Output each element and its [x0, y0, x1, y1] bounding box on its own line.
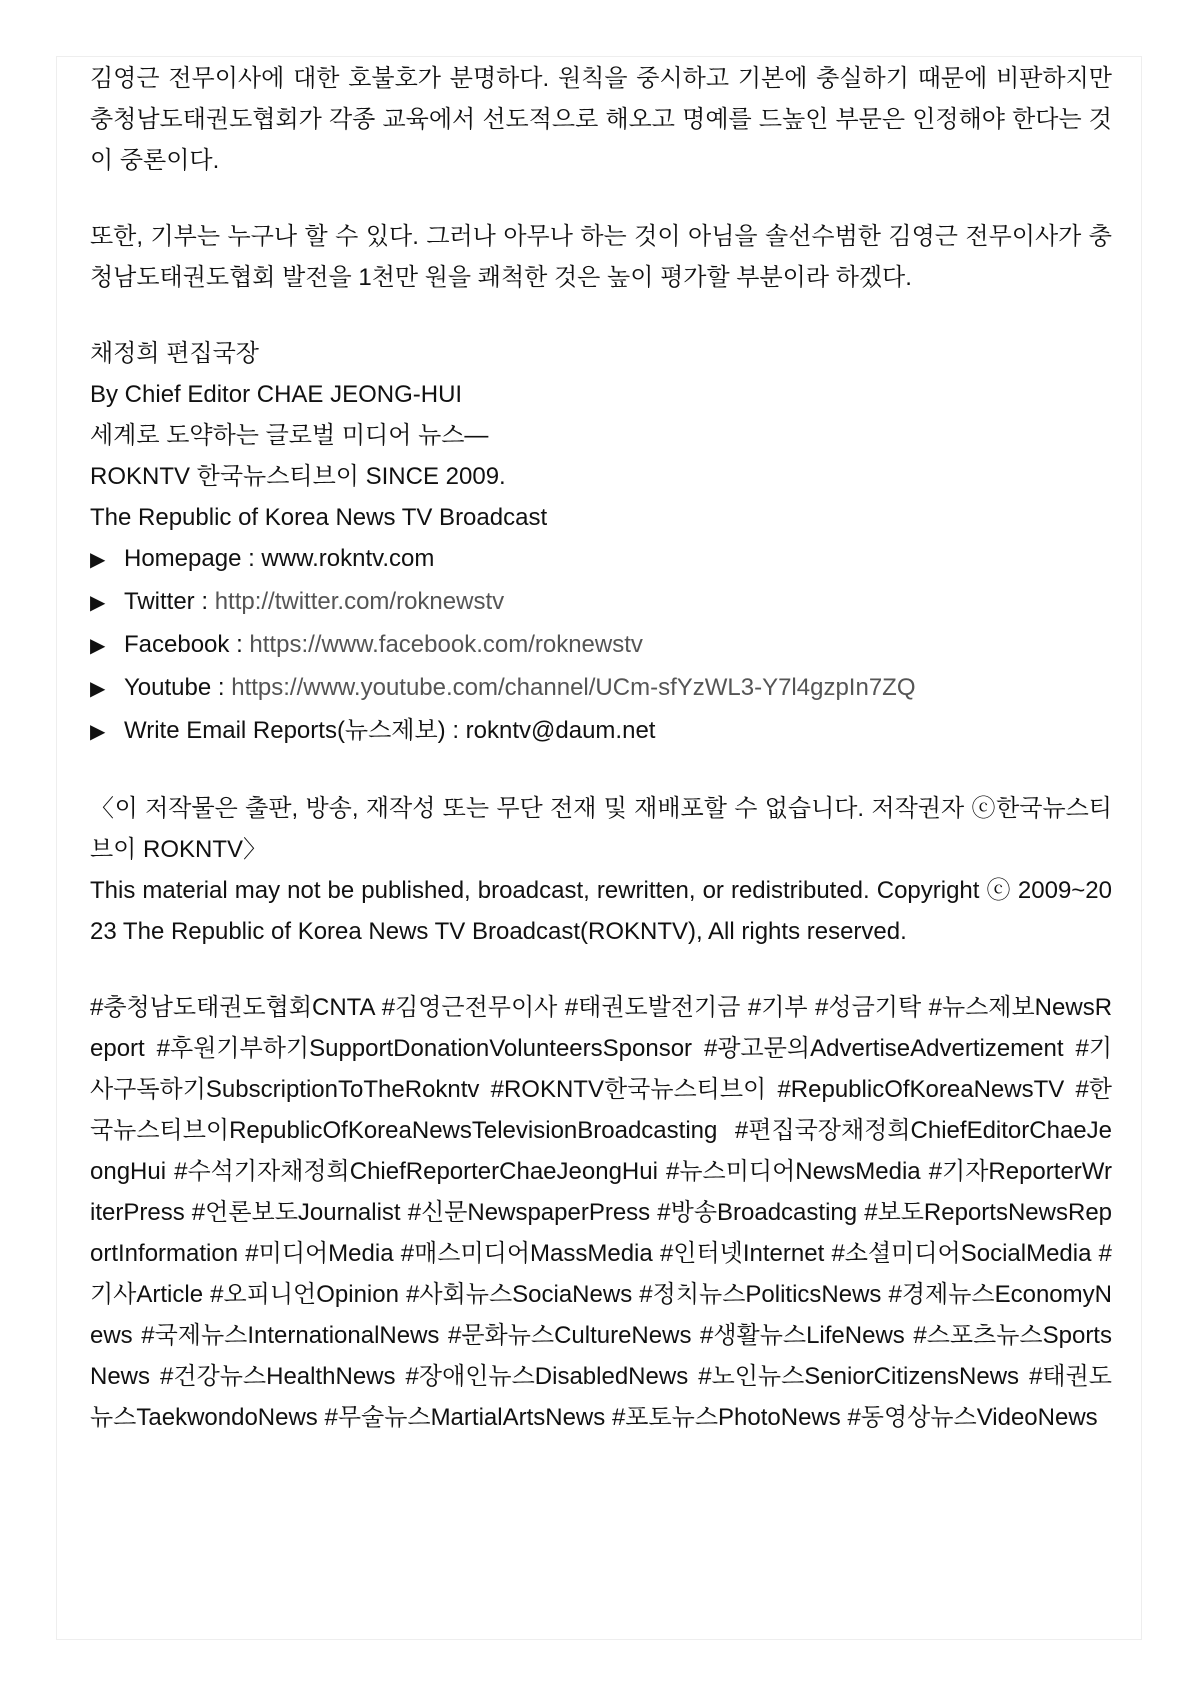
document-body [90, 58, 1112, 1438]
hashtag[interactable]: #미디어Media [245, 1240, 394, 1267]
hashtag[interactable]: #보도ReportsNewsReportInformation [90, 1199, 1113, 1267]
twitter-label: Twitter : [124, 588, 215, 615]
article-paragraph-2: 또한, 기부는 누구나 할 수 있다. 그러나 아무나 하는 것이 아님을 솔선수범한 김영근 전무이사가 충청남도태권도협회 발전을 1천만 원을 쾌척한 것은 높이 평가할 부분이라 하겠다. [90, 223, 1112, 291]
paragraph-gap [90, 952, 1112, 987]
brand-since: ROKNTV 한국뉴스티브이 SINCE 2009. [90, 463, 506, 490]
hashtag[interactable]: #사회뉴스SociaNews [406, 1281, 633, 1308]
triangle-bullet-icon: ▶ [90, 721, 106, 743]
hashtag[interactable]: #기자ReporterWriterPress [90, 1158, 1112, 1226]
hashtag[interactable]: #포토뉴스PhotoNews [611, 1404, 841, 1431]
contact-links [90, 538, 1112, 753]
paragraph-gap [90, 181, 1112, 216]
triangle-bullet-icon: ▶ [90, 678, 106, 700]
hashtag[interactable]: #노인뉴스SeniorCitizensNews [698, 1363, 1020, 1390]
hashtag[interactable]: #수석기자채정희ChiefReporterChaeJeongHui [174, 1158, 658, 1185]
hashtag[interactable]: #언론보도Journalist [191, 1199, 401, 1226]
homepage-link[interactable]: www.rokntv.com [261, 545, 435, 572]
hashtag[interactable]: #뉴스제보NewsReport [90, 994, 1113, 1062]
hashtag[interactable]: #기부 [747, 994, 808, 1021]
hashtag[interactable]: #후원기부하기SupportDonationVolunteersSponsor [156, 1035, 693, 1062]
email-link[interactable]: rokntv@daum.net [465, 717, 656, 744]
hashtag[interactable]: #기사Article [90, 1240, 1113, 1308]
hashtag[interactable]: #정치뉴스PoliticsNews [639, 1281, 882, 1308]
homepage-label: Homepage : [124, 545, 262, 572]
hashtag[interactable]: #장애인뉴스DisabledNews [405, 1363, 689, 1390]
hashtag[interactable]: #오피니언Opinion [210, 1281, 399, 1308]
hashtag[interactable]: #건강뉴스HealthNews [160, 1363, 396, 1390]
email-label: Write Email Reports(뉴스제보) : [124, 717, 466, 744]
hashtag[interactable]: #충청남도태권도협회CNTA [90, 994, 375, 1021]
hashtag[interactable]: #성금기탁 [815, 994, 922, 1021]
hashtag[interactable]: #RepublicOfKoreaNewsTV [777, 1076, 1065, 1103]
triangle-bullet-icon: ▶ [90, 635, 106, 657]
hashtag[interactable]: #인터넷Internet [659, 1240, 825, 1267]
article-paragraph-1: 김영근 전무이사에 대한 호불호가 분명하다. 원칙을 중시하고 기본에 충실하기 때문에 비판하지만 충청남도태권도협회가 각종 교육에서 선도적으로 해오고 명예를 드높인 부문은 인정해야 한다는 것이 중론이다. [90, 65, 1112, 174]
editor-name-ko: 채정희 편집국장 [90, 340, 259, 367]
hashtag[interactable]: #문화뉴스CultureNews [447, 1322, 692, 1349]
facebook-row [90, 624, 1112, 667]
hashtag[interactable]: #생활뉴스LifeNews [700, 1322, 905, 1349]
youtube-link[interactable]: https://www.youtube.com/channel/UCm-sfYzWL3-Y7l4gzpIn7ZQ [231, 674, 916, 701]
paragraph-gap [90, 753, 1112, 788]
paragraph-gap [90, 298, 1112, 333]
hashtag-list [90, 987, 1112, 1438]
twitter-row [90, 581, 1112, 624]
hashtag[interactable]: #경제뉴스EconomyNews [90, 1281, 1112, 1349]
hashtag[interactable]: #기사구독하기SubscriptionToTheRokntv [90, 1035, 1113, 1103]
slogan: 세계로 도약하는 글로벌 미디어 뉴스— [90, 422, 489, 449]
hashtag[interactable]: #소셜미디어SocialMedia [831, 1240, 1092, 1267]
hashtag[interactable]: #뉴스미디어NewsMedia [665, 1158, 921, 1185]
hashtag[interactable]: #태권도발전기금 [564, 994, 741, 1021]
hashtag[interactable]: #국제뉴스InternationalNews [141, 1322, 440, 1349]
hashtag[interactable]: #방송Broadcasting [657, 1199, 858, 1226]
hashtag[interactable]: #태권도뉴스TaekwondoNews [90, 1363, 1112, 1431]
youtube-row [90, 667, 1112, 710]
hashtag[interactable]: #신문NewspaperPress [407, 1199, 651, 1226]
triangle-bullet-icon: ▶ [90, 592, 106, 614]
copyright-notice-ko: 〈이 저작물은 출판, 방송, 재작성 또는 무단 전재 및 재배포할 수 없습니다. 저작권자 ⓒ한국뉴스티브이 ROKNTV〉 [90, 795, 1112, 863]
signature-block [90, 333, 1112, 538]
hashtag[interactable]: #동영상뉴스VideoNews [847, 1404, 1098, 1431]
email-row [90, 710, 1112, 753]
hashtag[interactable]: #광고문의AdvertiseAdvertizement [704, 1035, 1064, 1062]
twitter-link[interactable]: http://twitter.com/roknewstv [214, 588, 505, 615]
brand-full-name: The Republic of Korea News TV Broadcast [90, 504, 548, 531]
hashtag[interactable]: #김영근전무이사 [381, 994, 558, 1021]
facebook-link[interactable]: https://www.facebook.com/roknewstv [249, 631, 643, 658]
copyright-notice-en: This material may not be published, broadcast, rewritten, or redistributed. Copyright ⓒ 2009~2023 The Republic of Korea News TV Broadcast(ROKNTV), All rights reserved. [90, 877, 1112, 945]
hashtag[interactable]: #매스미디어MassMedia [400, 1240, 653, 1267]
triangle-bullet-icon: ▶ [90, 549, 106, 571]
facebook-label: Facebook : [124, 631, 250, 658]
hashtag[interactable]: #편집국장채정희ChiefEditorChaeJeongHui [90, 1117, 1112, 1185]
hashtag[interactable]: #무술뉴스MartialArtsNews [324, 1404, 606, 1431]
editor-name-en: By Chief Editor CHAE JEONG-HUI [90, 381, 463, 408]
hashtag[interactable]: #한국뉴스티브이RepublicOfKoreaNewsTelevisionBroadcasting [90, 1076, 1112, 1144]
homepage-row [90, 538, 1112, 581]
hashtag[interactable]: #ROKNTV한국뉴스티브이 [490, 1076, 767, 1103]
hashtag[interactable]: #스포츠뉴스SportsNews [90, 1322, 1112, 1390]
youtube-label: Youtube : [124, 674, 232, 701]
